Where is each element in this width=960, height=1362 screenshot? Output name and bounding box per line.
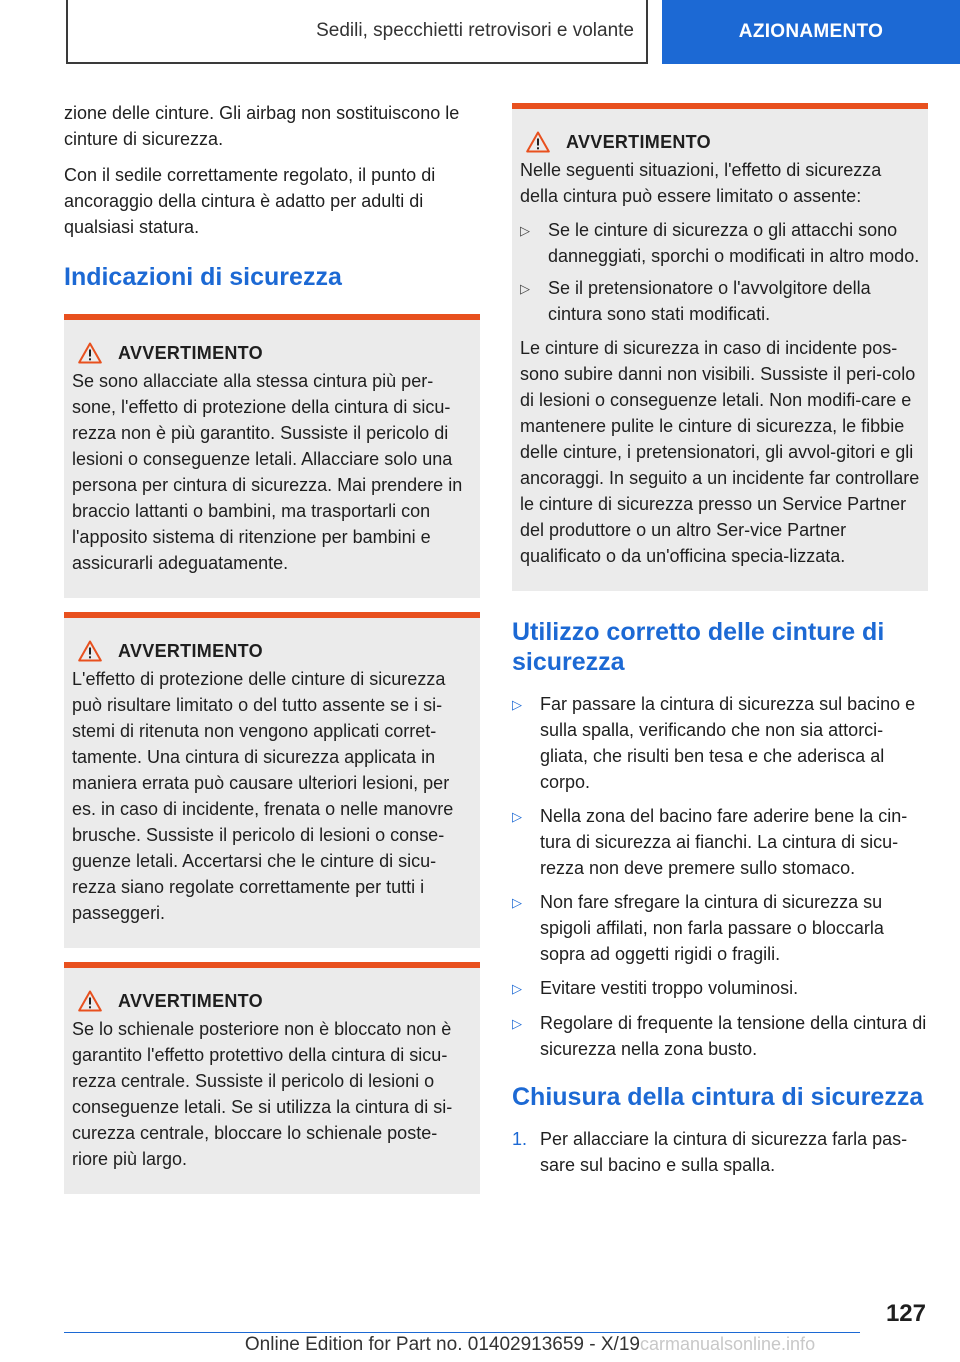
triangle-bullet-icon: ▷	[520, 223, 530, 238]
triangle-bullet-icon: ▷	[512, 809, 522, 824]
page-number: 127	[885, 1300, 926, 1327]
step-number: 1.	[512, 1129, 528, 1149]
list-item: ▷ Far passare la cintura di sicurezza sul bacino e sulla spalla, verificando che non sia attorci-gliata, che risulti ben tesa e che aderisca al corpo.	[512, 691, 928, 795]
right-column	[512, 103, 928, 1178]
buckling-steps	[512, 1126, 928, 1178]
warning-title: AVVERTIMENTO	[118, 342, 263, 363]
warning-text: Se lo schienale posteriore non è bloccato non è garantito l'effetto protettivo della cintura di sicu-rezza centrale. Sussiste il pericolo di lesioni o conseguenze letali. Se si utilizza la cintura di si-curezza centrale, bloccare lo schienale poste-riore più largo.	[72, 1019, 453, 1169]
heading-safety: Indicazioni di sicurezza	[64, 263, 342, 291]
running-header-chapter	[662, 0, 960, 64]
footer-divider	[64, 1332, 860, 1333]
triangle-bullet-icon: ▷	[512, 1016, 522, 1031]
left-column	[64, 100, 480, 1194]
section-title: Sedili, specchietti retrovisori e volante	[316, 20, 634, 41]
footer	[0, 1334, 960, 1356]
warning-box-1	[64, 314, 480, 598]
list-item: ▷ Nella zona del bacino fare aderire bene la cin-tura di sicurezza ai fianchi. La cintura di sicu-rezza non deve premere sullo stomaco.	[512, 803, 928, 881]
triangle-bullet-icon: ▷	[512, 697, 522, 712]
list-item: ▷ Evitare vestiti troppo voluminosi.	[512, 975, 928, 1002]
heading-buckling: Chiusura della cintura di sicurezza	[512, 1083, 924, 1111]
list-item: ▷ Se le cinture di sicurezza o gli attacchi sono danneggiati, sporchi o modificati in altro modo.	[520, 217, 920, 269]
warning-box-4	[512, 103, 928, 591]
warning-triangle-icon	[78, 640, 102, 662]
warning-bullet-list	[520, 217, 920, 327]
warning-title: AVVERTIMENTO	[566, 131, 711, 152]
intro-paragraph-2: Con il sedile correttamente regolato, il punto di ancoraggio della cintura è adatto per adulti di qualsiasi statura.	[64, 165, 436, 237]
warning-triangle-icon	[78, 990, 102, 1012]
warning-intro: Nelle seguenti situazioni, l'effetto di sicurezza della cintura può essere limitato o assente:	[520, 160, 882, 206]
warning-box-2	[64, 612, 480, 948]
list-item: ▷ Se il pretensionatore o l'avvolgitore della cintura sono stati modificati.	[520, 275, 920, 327]
triangle-bullet-icon: ▷	[520, 281, 530, 296]
warning-outro: Le cinture di sicurezza in caso di incidente pos-sono subire danni non visibili. Sussiste il peri-colo di lesioni o conseguenze letali. Non modifi-care e mantenere pulite le cinture di sicurezza, le fibbie delle cinture, i pretensionatori, gli avvol-gitori e gli ancoraggi. In seguito a un incidente far controllare le cinture di sicurezza presso un Service Partner del produttore o un altro Ser-vice Partner qualificato o da un'officina specia-lizzata.	[520, 338, 920, 566]
warning-text: Se sono allacciate alla stessa cintura più per-sone, l'effetto di protezione della cintura di sicu-rezza non è più garantito. Sussiste il pericolo di lesioni o conseguenze letali. Allacciare solo una persona per cintura di sicurezza. Mai prendere in braccio lattanti o bambini, ma trasportarli con l'apposito sistema di ritenzione per bambini e assicurarli adeguatamente.	[72, 371, 463, 573]
watermark: carmanualsonline.info	[639, 1334, 816, 1354]
chapter-title: AZIONAMENTO	[738, 21, 884, 42]
warning-title: AVVERTIMENTO	[118, 640, 263, 661]
heading-correct-use: Utilizzo corretto delle cinture di sicurezza	[512, 618, 885, 676]
correct-use-list	[512, 691, 928, 1062]
footer-edition: Online Edition for Part no. 01402913659 - X/19	[244, 1334, 640, 1355]
running-header-section	[66, 0, 648, 64]
list-item: ▷ Non fare sfregare la cintura di sicurezza su spigoli affilati, non farla passare o bloccarla sopra ad oggetti rigidi o fragili.	[512, 889, 928, 967]
warning-title: AVVERTIMENTO	[118, 990, 263, 1011]
warning-box-3	[64, 962, 480, 1194]
list-item	[512, 1126, 928, 1178]
step-text: Per allacciare la cintura di sicurezza farla pas-sare sul bacino e sulla spalla.	[540, 1129, 908, 1175]
list-item: ▷ Regolare di frequente la tensione della cintura di sicurezza nella zona busto.	[512, 1010, 928, 1062]
triangle-bullet-icon: ▷	[512, 981, 522, 996]
warning-triangle-icon	[78, 342, 102, 364]
warning-text: L'effetto di protezione delle cinture di sicurezza può risultare limitato o del tutto assente se i si-stemi di ritenuta non vengono applicati corret-tamente. Una cintura di sicurezza applicata in maniera errata può causare ulteriori lesioni, per es. in caso di incidente, frenata o nelle manovre brusche. Sussiste il pericolo di lesioni o conse-guenze letali. Accertarsi che le cinture di sicu-rezza siano regolate correttamente per tutti i passeggeri.	[72, 669, 454, 923]
warning-triangle-icon	[526, 131, 550, 153]
triangle-bullet-icon: ▷	[512, 895, 522, 910]
intro-paragraph-1: zione delle cinture. Gli airbag non sostituiscono le cinture di sicurezza.	[64, 103, 460, 149]
